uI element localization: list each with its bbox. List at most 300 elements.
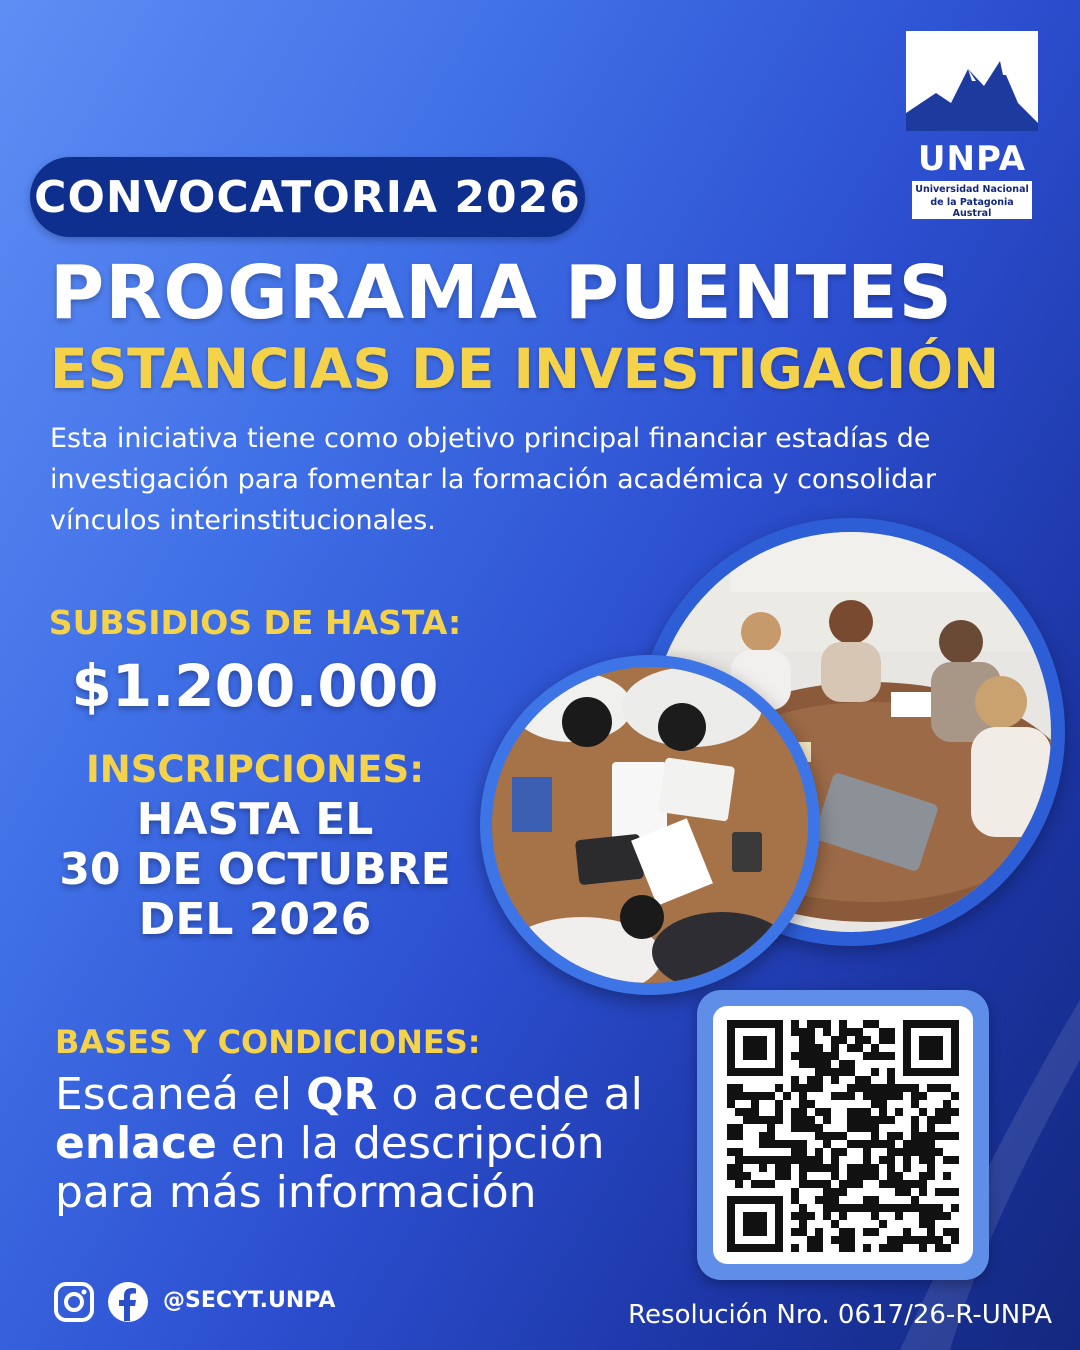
qr-module	[767, 1132, 775, 1140]
qr-module	[951, 1156, 959, 1164]
qr-module	[807, 1124, 815, 1132]
qr-module	[807, 1084, 815, 1092]
qr-module	[839, 1148, 847, 1156]
qr-module	[927, 1148, 935, 1156]
qr-module	[943, 1108, 951, 1116]
qr-module	[791, 1228, 799, 1236]
qr-module	[887, 1244, 895, 1252]
qr-module	[791, 1148, 799, 1156]
logo-acronym: UNPA	[917, 139, 1027, 179]
bases-text	[55, 1070, 695, 1217]
qr-module	[935, 1244, 943, 1252]
qr-module	[823, 1212, 831, 1220]
qr-module	[735, 1108, 743, 1116]
qr-module	[799, 1140, 807, 1148]
qr-module	[919, 1156, 927, 1164]
qr-module	[831, 1052, 839, 1060]
subsidy-amount: $1.200.000	[71, 652, 439, 720]
qr-module	[743, 1092, 751, 1100]
qr-module	[927, 1132, 935, 1140]
qr-module	[799, 1124, 807, 1132]
qr-module	[911, 1180, 919, 1188]
qr-module	[871, 1132, 879, 1140]
qr-module	[911, 1132, 919, 1140]
qr-module	[807, 1060, 815, 1068]
qr-module	[799, 1060, 807, 1068]
qr-module	[799, 1116, 807, 1124]
qr-module	[815, 1020, 823, 1028]
qr-module	[799, 1052, 807, 1060]
qr-module	[927, 1116, 935, 1124]
qr-module	[759, 1132, 767, 1140]
qr-module	[871, 1228, 879, 1236]
qr-module	[831, 1164, 839, 1172]
qr-module	[927, 1236, 935, 1244]
qr-module	[935, 1084, 943, 1092]
qr-module	[943, 1228, 951, 1236]
qr-module	[847, 1116, 855, 1124]
qr-module	[791, 1212, 799, 1220]
qr-module	[863, 1124, 871, 1132]
qr-module	[927, 1084, 935, 1092]
qr-module	[839, 1092, 847, 1100]
bases-text-link: enlace	[55, 1118, 217, 1169]
qr-module	[807, 1236, 815, 1244]
qr-module	[895, 1084, 903, 1092]
qr-module	[911, 1100, 919, 1108]
qr-module	[807, 1164, 815, 1172]
qr-module	[807, 1100, 815, 1108]
qr-module	[759, 1116, 767, 1124]
qr-module	[895, 1236, 903, 1244]
qr-module	[767, 1156, 775, 1164]
qr-module	[855, 1084, 863, 1092]
qr-module	[887, 1140, 895, 1148]
qr-module	[847, 1092, 855, 1100]
qr-module	[855, 1044, 863, 1052]
qr-module	[831, 1132, 839, 1140]
qr-module	[871, 1164, 879, 1172]
qr-module	[823, 1108, 831, 1116]
qr-module	[791, 1244, 799, 1252]
qr-module	[863, 1076, 871, 1084]
qr-module	[799, 1148, 807, 1156]
qr-module	[847, 1164, 855, 1172]
qr-module	[791, 1076, 799, 1084]
qr-module	[887, 1116, 895, 1124]
qr-finder	[743, 1036, 767, 1060]
qr-module	[903, 1228, 911, 1236]
qr-module	[815, 1124, 823, 1132]
qr-module	[839, 1228, 847, 1236]
qr-module	[751, 1092, 759, 1100]
qr-module	[871, 1100, 879, 1108]
qr-module	[847, 1108, 855, 1116]
qr-module	[839, 1180, 847, 1188]
qr-module	[807, 1076, 815, 1084]
qr-module	[911, 1196, 919, 1204]
social-handle[interactable]: @SECYT.UNPA	[163, 1288, 336, 1313]
qr-module	[743, 1172, 751, 1180]
qr-module	[863, 1052, 871, 1060]
qr-module	[863, 1116, 871, 1124]
qr-module	[879, 1156, 887, 1164]
qr-module	[791, 1196, 799, 1204]
qr-module	[863, 1148, 871, 1156]
subsidy-label: SUBSIDIOS DE HASTA:	[48, 603, 462, 642]
qr-module	[847, 1228, 855, 1236]
qr-module	[735, 1132, 743, 1140]
qr-module	[927, 1124, 935, 1132]
deadline-line2: 30 DE OCTUBRE	[59, 844, 451, 895]
qr-module	[943, 1084, 951, 1092]
qr-module	[847, 1244, 855, 1252]
qr-module	[815, 1084, 823, 1092]
qr-module	[815, 1044, 823, 1052]
qr-finder	[919, 1036, 943, 1060]
qr-module	[799, 1164, 807, 1172]
qr-module	[799, 1204, 807, 1212]
qr-module	[855, 1180, 863, 1188]
qr-module	[831, 1196, 839, 1204]
qr-module	[727, 1124, 735, 1132]
qr-module	[815, 1052, 823, 1060]
qr-module	[791, 1084, 799, 1092]
qr-module	[887, 1076, 895, 1084]
convocatoria-badge: CONVOCATORIA 2026	[30, 157, 585, 237]
qr-module	[775, 1164, 783, 1172]
deadline-line1: HASTA EL	[136, 794, 374, 845]
qr-module	[815, 1148, 823, 1156]
qr-module	[823, 1196, 831, 1204]
qr-module	[831, 1188, 839, 1196]
qr-module	[847, 1084, 855, 1092]
qr-module	[807, 1156, 815, 1164]
bases-label: BASES Y CONDICIONES:	[55, 1023, 481, 1061]
qr-module	[799, 1092, 807, 1100]
qr-module	[919, 1180, 927, 1188]
qr-module	[919, 1212, 927, 1220]
program-subtitle: ESTANCIAS DE INVESTIGACIÓN	[50, 337, 1000, 401]
qr-module	[863, 1228, 871, 1236]
qr-module	[871, 1124, 879, 1132]
qr-code[interactable]	[713, 1006, 973, 1264]
qr-module	[735, 1148, 743, 1156]
qr-module	[799, 1108, 807, 1116]
qr-module	[863, 1108, 871, 1116]
qr-module	[895, 1148, 903, 1156]
instagram-icon[interactable]	[53, 1281, 95, 1323]
qr-module	[911, 1236, 919, 1244]
qr-module	[807, 1036, 815, 1044]
qr-module	[815, 1076, 823, 1084]
qr-module	[879, 1084, 887, 1092]
qr-module	[919, 1204, 927, 1212]
qr-module	[871, 1068, 879, 1076]
qr-module	[735, 1084, 743, 1092]
qr-module	[815, 1164, 823, 1172]
qr-module	[759, 1180, 767, 1188]
qr-module	[775, 1084, 783, 1092]
qr-module	[839, 1236, 847, 1244]
qr-module	[831, 1068, 839, 1076]
qr-module	[871, 1116, 879, 1124]
qr-module	[863, 1244, 871, 1252]
qr-module	[951, 1108, 959, 1116]
qr-module	[727, 1132, 735, 1140]
qr-module	[727, 1172, 735, 1180]
qr-module	[879, 1220, 887, 1228]
qr-module	[879, 1244, 887, 1252]
qr-module	[927, 1164, 935, 1172]
qr-module	[839, 1132, 847, 1140]
qr-module	[831, 1148, 839, 1156]
qr-module	[863, 1092, 871, 1100]
qr-module	[895, 1244, 903, 1252]
qr-module	[911, 1204, 919, 1212]
qr-module	[783, 1172, 791, 1180]
qr-module	[951, 1132, 959, 1140]
qr-module	[823, 1140, 831, 1148]
qr-module	[815, 1060, 823, 1068]
qr-module	[831, 1092, 839, 1100]
qr-module	[815, 1236, 823, 1244]
qr-module	[759, 1156, 767, 1164]
bases-text-part: Escaneá el	[55, 1069, 307, 1120]
qr-module	[919, 1236, 927, 1244]
qr-module	[943, 1116, 951, 1124]
qr-module	[951, 1236, 959, 1244]
qr-module	[927, 1204, 935, 1212]
qr-module	[903, 1236, 911, 1244]
qr-module	[839, 1028, 847, 1036]
qr-module	[855, 1036, 863, 1044]
qr-module	[839, 1244, 847, 1252]
bases-text-part: en la descripción para más información	[55, 1118, 605, 1218]
qr-module	[847, 1028, 855, 1036]
qr-module	[815, 1108, 823, 1116]
qr-module	[839, 1204, 847, 1212]
facebook-icon[interactable]	[107, 1281, 149, 1323]
qr-module	[887, 1036, 895, 1044]
qr-module	[871, 1052, 879, 1060]
qr-module	[903, 1140, 911, 1148]
qr-module	[847, 1180, 855, 1188]
qr-module	[887, 1180, 895, 1188]
registration-deadline	[40, 795, 470, 945]
qr-module	[727, 1084, 735, 1092]
qr-module	[903, 1084, 911, 1092]
logo-name-line2: de la Patagonia Austral	[930, 197, 1014, 219]
qr-module	[943, 1132, 951, 1140]
qr-module	[823, 1052, 831, 1060]
qr-module	[775, 1100, 783, 1108]
qr-module	[799, 1172, 807, 1180]
qr-module	[887, 1172, 895, 1180]
qr-module	[823, 1116, 831, 1124]
qr-module	[839, 1212, 847, 1220]
qr-module	[791, 1140, 799, 1148]
qr-module	[823, 1188, 831, 1196]
qr-module	[879, 1108, 887, 1116]
qr-module	[935, 1132, 943, 1140]
qr-module	[831, 1076, 839, 1084]
qr-module	[791, 1052, 799, 1060]
bases-text-qr: QR	[306, 1069, 378, 1120]
qr-module	[951, 1092, 959, 1100]
qr-module	[783, 1140, 791, 1148]
qr-module	[735, 1180, 743, 1188]
qr-module	[743, 1108, 751, 1116]
qr-module	[879, 1092, 887, 1100]
qr-module	[919, 1172, 927, 1180]
qr-module	[799, 1180, 807, 1188]
qr-module	[919, 1148, 927, 1156]
qr-module	[919, 1244, 927, 1252]
qr-module	[935, 1188, 943, 1196]
qr-module	[767, 1092, 775, 1100]
qr-module	[879, 1180, 887, 1188]
qr-module	[831, 1172, 839, 1180]
qr-module	[799, 1028, 807, 1036]
qr-module	[799, 1084, 807, 1092]
qr-module	[911, 1140, 919, 1148]
qr-module	[919, 1092, 927, 1100]
qr-module	[895, 1212, 903, 1220]
qr-module	[831, 1204, 839, 1212]
qr-module	[735, 1156, 743, 1164]
qr-module	[847, 1172, 855, 1180]
qr-module	[855, 1140, 863, 1148]
qr-module	[775, 1140, 783, 1148]
qr-module	[791, 1020, 799, 1028]
qr-module	[847, 1204, 855, 1212]
qr-module	[887, 1156, 895, 1164]
qr-module	[727, 1148, 735, 1156]
qr-module	[951, 1228, 959, 1236]
qr-module	[823, 1204, 831, 1212]
qr-module	[935, 1116, 943, 1124]
qr-module	[735, 1092, 743, 1100]
qr-module	[831, 1044, 839, 1052]
qr-module	[815, 1068, 823, 1076]
qr-module	[807, 1044, 815, 1052]
qr-module	[919, 1108, 927, 1116]
qr-module	[767, 1180, 775, 1188]
qr-module	[911, 1148, 919, 1156]
qr-module	[887, 1028, 895, 1036]
qr-module	[751, 1100, 759, 1108]
qr-module	[847, 1124, 855, 1132]
qr-module	[919, 1220, 927, 1228]
qr-module	[799, 1044, 807, 1052]
qr-module	[895, 1172, 903, 1180]
qr-module	[895, 1204, 903, 1212]
qr-module	[855, 1108, 863, 1116]
qr-module	[847, 1140, 855, 1148]
qr-module	[791, 1188, 799, 1196]
qr-module	[807, 1116, 815, 1124]
qr-module	[895, 1092, 903, 1100]
qr-module	[871, 1020, 879, 1028]
qr-module	[871, 1204, 879, 1212]
qr-module	[815, 1196, 823, 1204]
qr-module	[927, 1228, 935, 1236]
qr-module	[935, 1108, 943, 1116]
qr-module	[799, 1100, 807, 1108]
qr-module	[775, 1172, 783, 1180]
qr-module	[775, 1156, 783, 1164]
qr-module	[887, 1164, 895, 1172]
qr-module	[767, 1140, 775, 1148]
qr-module	[839, 1020, 847, 1028]
qr-module	[783, 1092, 791, 1100]
qr-module	[887, 1148, 895, 1156]
qr-module	[727, 1100, 735, 1108]
qr-module	[783, 1164, 791, 1172]
qr-module	[927, 1212, 935, 1220]
qr-module	[855, 1076, 863, 1084]
qr-module	[903, 1148, 911, 1156]
qr-module	[879, 1028, 887, 1036]
logo-name-line1: Universidad Nacional	[915, 184, 1029, 195]
qr-module	[735, 1164, 743, 1172]
qr-module	[863, 1020, 871, 1028]
qr-module	[871, 1092, 879, 1100]
qr-module	[887, 1092, 895, 1100]
qr-module	[879, 1052, 887, 1060]
qr-module	[807, 1244, 815, 1252]
qr-module	[927, 1156, 935, 1164]
qr-module	[903, 1156, 911, 1164]
qr-module	[847, 1236, 855, 1244]
qr-module	[887, 1068, 895, 1076]
qr-module	[735, 1124, 743, 1132]
qr-module	[903, 1188, 911, 1196]
qr-module	[863, 1172, 871, 1180]
qr-module	[895, 1188, 903, 1196]
qr-module	[831, 1156, 839, 1164]
qr-module	[943, 1244, 951, 1252]
qr-module	[807, 1212, 815, 1220]
qr-module	[831, 1236, 839, 1244]
qr-module	[767, 1124, 775, 1132]
qr-module	[831, 1220, 839, 1228]
qr-module	[839, 1068, 847, 1076]
qr-module	[775, 1116, 783, 1124]
qr-module	[855, 1204, 863, 1212]
qr-module	[887, 1084, 895, 1092]
qr-module	[927, 1220, 935, 1228]
qr-module	[935, 1148, 943, 1156]
qr-module	[943, 1100, 951, 1108]
qr-module	[823, 1180, 831, 1188]
qr-module	[815, 1244, 823, 1252]
qr-module	[871, 1044, 879, 1052]
qr-module	[767, 1116, 775, 1124]
qr-module	[911, 1092, 919, 1100]
qr-module	[855, 1172, 863, 1180]
qr-module	[863, 1204, 871, 1212]
qr-module	[855, 1124, 863, 1132]
meeting-photo-small	[492, 667, 808, 983]
qr-module	[823, 1132, 831, 1140]
qr-module	[743, 1156, 751, 1164]
qr-module	[823, 1068, 831, 1076]
qr-module	[791, 1028, 799, 1036]
qr-module	[863, 1164, 871, 1172]
qr-module	[855, 1116, 863, 1124]
